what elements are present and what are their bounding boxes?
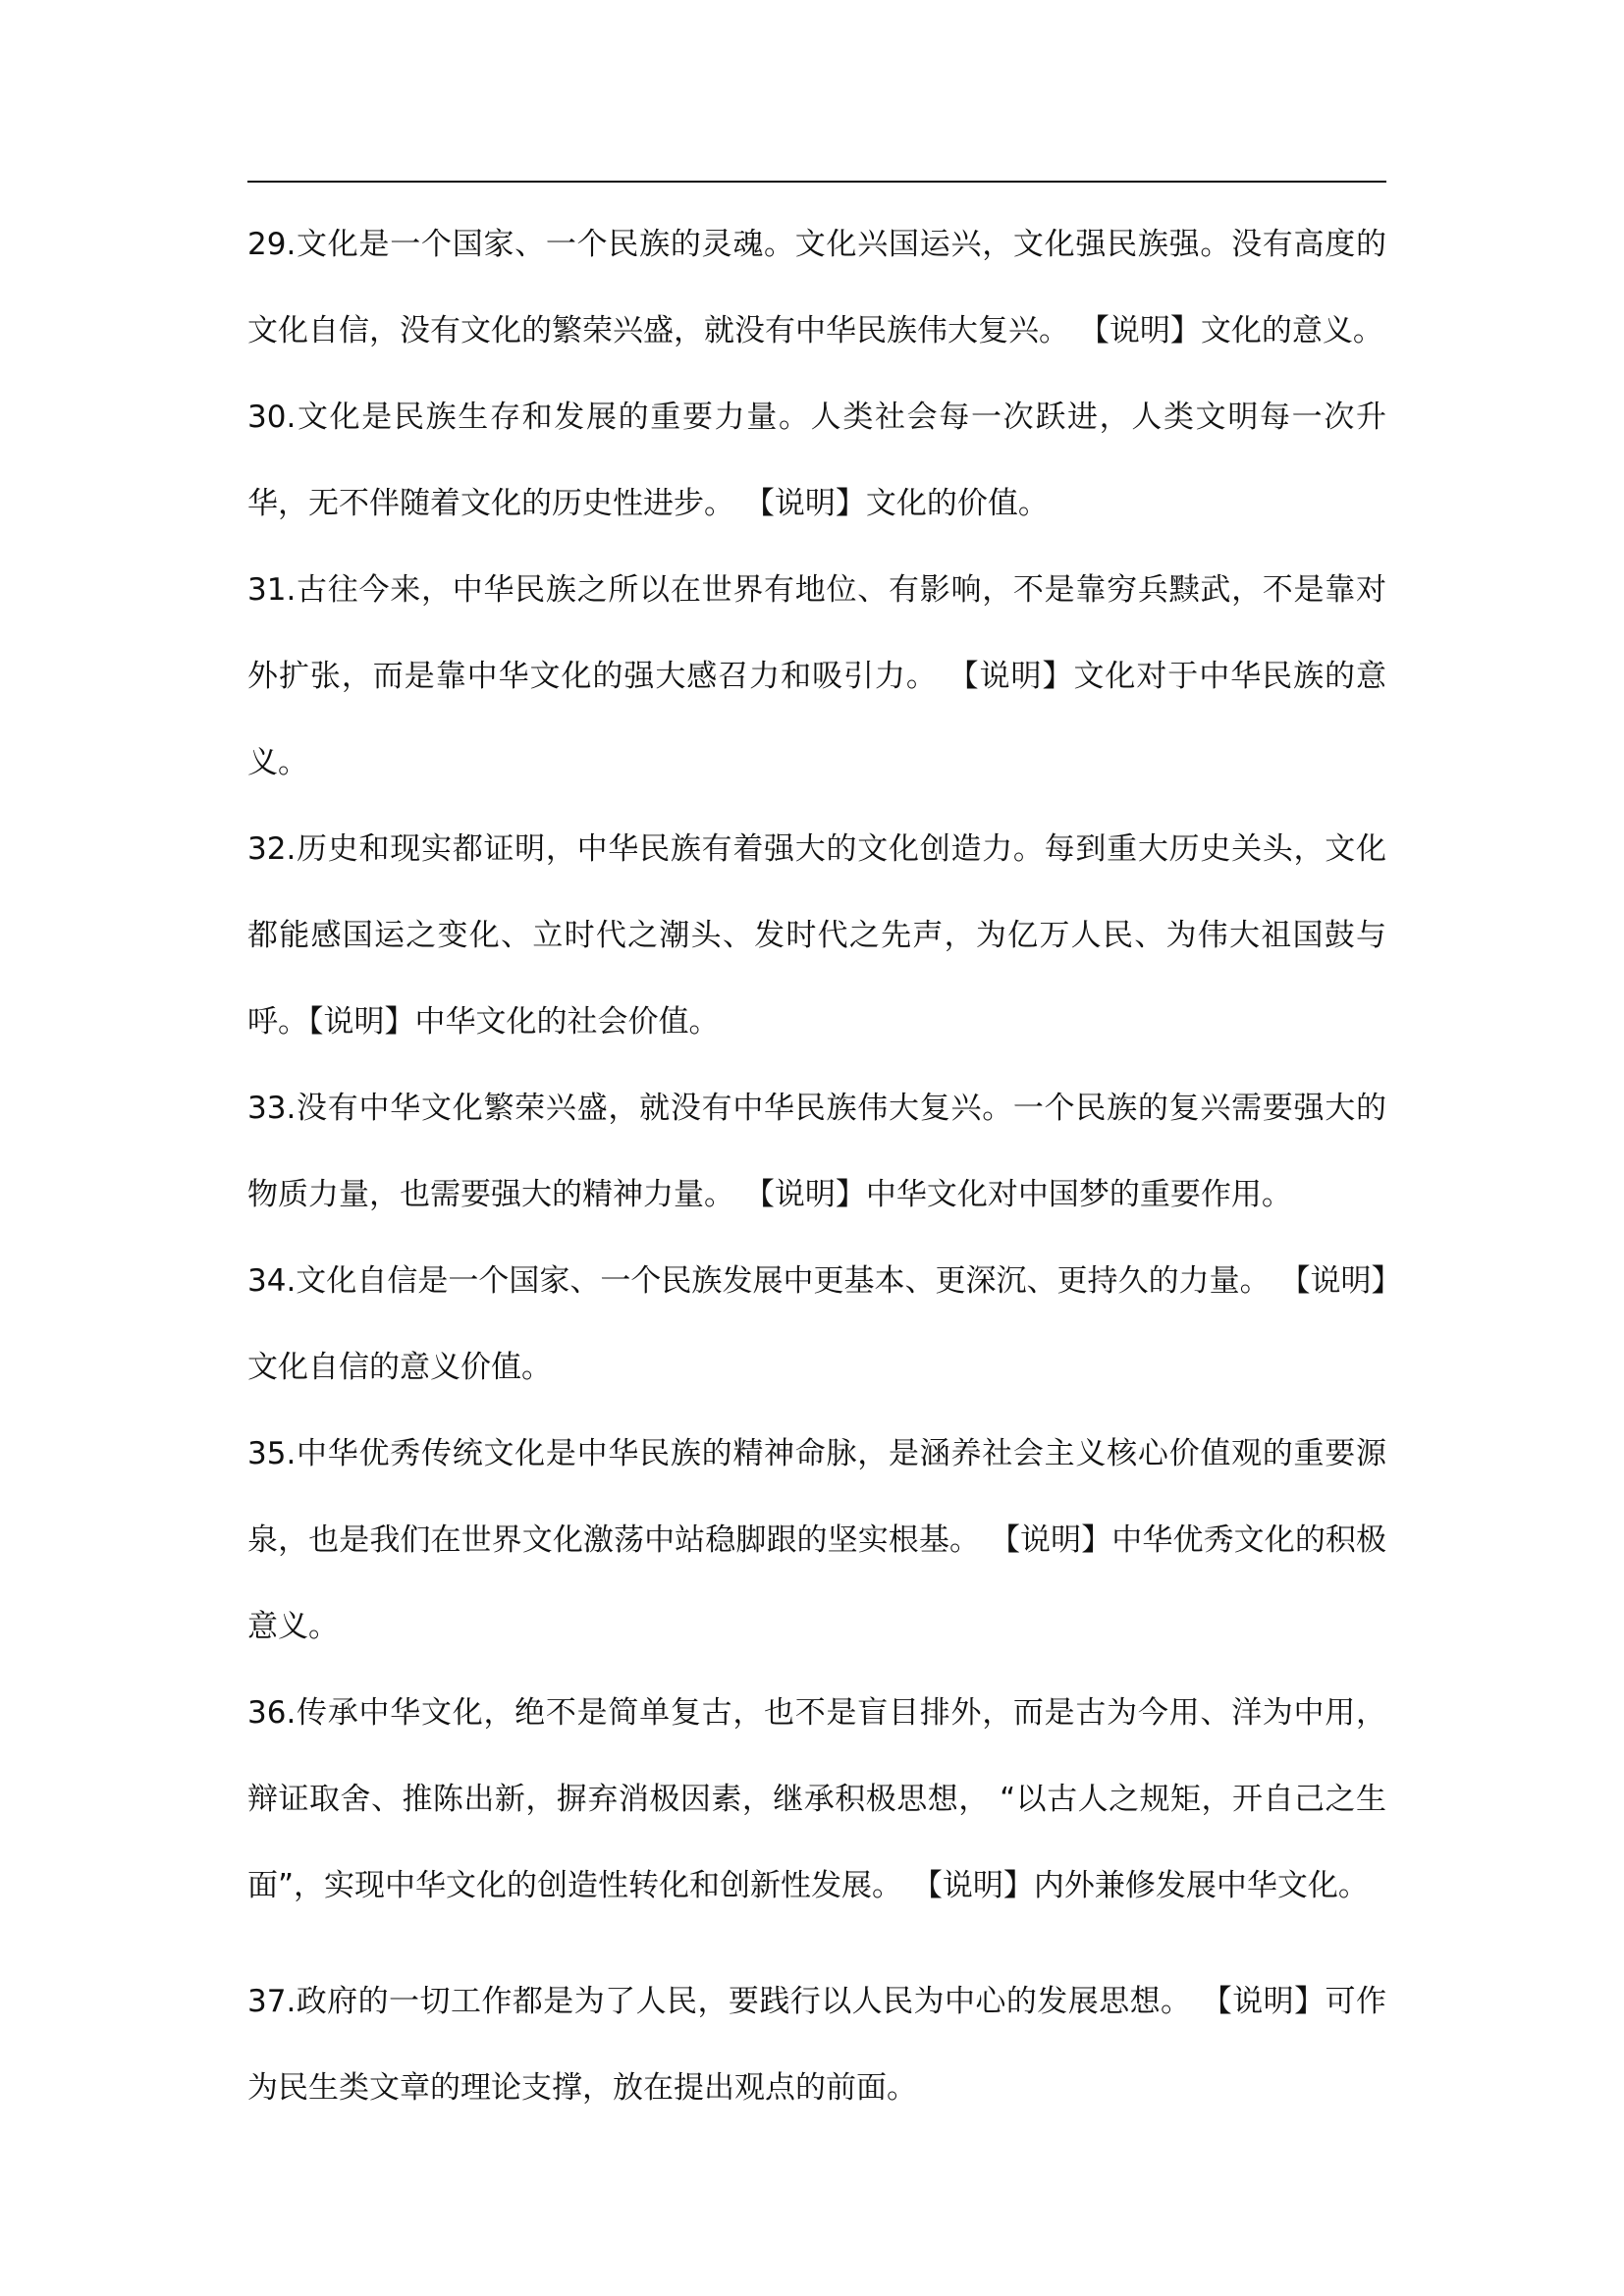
tail-text-block (247, 1958, 1386, 2131)
paragraph-36: 36.传承中华文化，绝不是简单复古，也不是盲目排外，而是古为今用、洋为中用，辩证取舍、推陈出新，摒弃消极因素，继承积极思想， “以古人之规矩，开自己之生面”，实现中华文化的创造性转化和创新性发展。 【说明】内外兼修发展中华文化。 (247, 1695, 1386, 1903)
paragraph-33: 33.没有中华文化繁荣兴盛，就没有中华民族伟大复兴。一个民族的复兴需要强大的物质力量，也需要强大的精神力量。 【说明】中华文化对中国梦的重要作用。 (247, 1091, 1386, 1212)
paragraph-37: 37.政府的一切工作都是为了人民，要践行以人民为中心的发展思想。 【说明】可作为民生类文章的理论支撑，放在提出观点的前面。 (247, 1984, 1386, 2106)
paragraph-34: 34.文化自信是一个国家、一个民族发展中更基本、更深沉、更持久的力量。 【说明】文化自信的意义价值。 (247, 1263, 1386, 1385)
main-text-block (247, 201, 1386, 1929)
paragraph-31: 31.古往今来，中华民族之所以在世界有地位、有影响，不是靠穷兵黩武，不是靠对外扩张，而是靠中华文化的强大感召力和吸引力。 【说明】文化对于中华民族的意义。 (247, 572, 1386, 780)
paragraph-30: 30.文化是民族生存和发展的重要力量。人类社会每一次跃进，人类文明每一次升华，无不伴随着文化的历史性进步。 【说明】文化的价值。 (247, 400, 1386, 521)
paragraph-29: 29.文化是一个国家、一个民族的灵魂。文化兴国运兴，文化强民族强。没有高度的文化自信，没有文化的繁荣兴盛，就没有中华民族伟大复兴。 【说明】文化的意义。 (247, 227, 1386, 348)
paragraph-35: 35.中华优秀传统文化是中华民族的精神命脉，是涵养社会主义核心价值观的重要源泉，也是我们在世界文化激荡中站稳脚跟的坚实根基。 【说明】中华优秀文化的积极意义。 (247, 1436, 1386, 1644)
paragraph-32: 32.历史和现实都证明，中华民族有着强大的文化创造力。每到重大历史关头，文化都能感国运之变化、立时代之潮头、发时代之先声，为亿万人民、为伟大祖国鼓与呼。【说明】中华文化的社会价值。 (247, 831, 1386, 1040)
header-rule (247, 181, 1386, 183)
